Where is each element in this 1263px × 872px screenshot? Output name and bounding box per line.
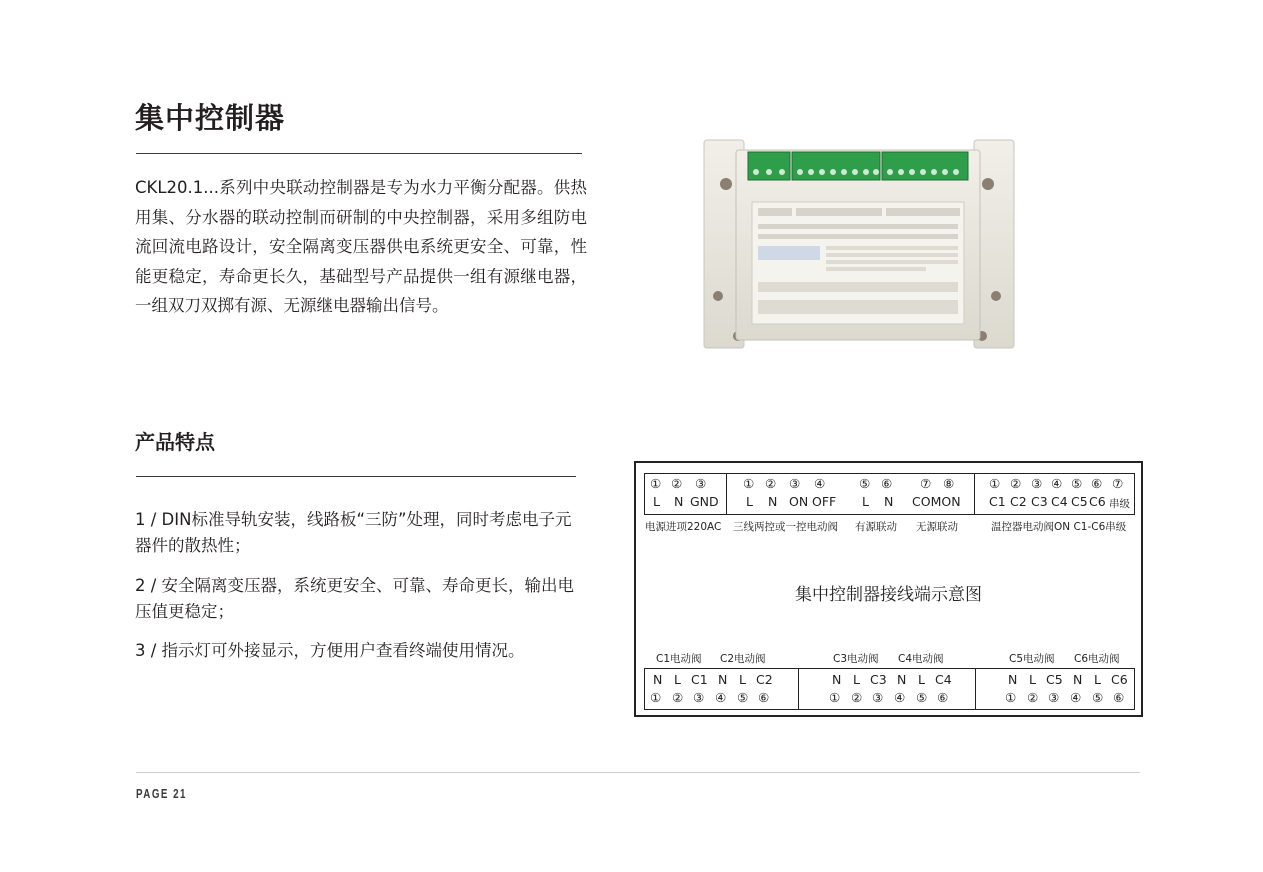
terminal-label: C4 — [1051, 494, 1068, 509]
feature-item: 2 / 安全隔离变压器，系统更安全、可靠、寿命更长，输出电压值更稳定； — [135, 576, 575, 621]
terminal-label: L — [653, 494, 660, 509]
terminal-label: L — [918, 672, 925, 687]
terminal-label: N — [884, 494, 894, 509]
terminal-label: 串级 — [1109, 498, 1130, 510]
title-divider — [136, 153, 582, 154]
caption-valve: C2电动阀 — [720, 653, 766, 665]
terminal-number: ⑦ — [1112, 476, 1124, 491]
terminal-label: C2 — [756, 672, 773, 687]
caption-valve-control: 三线两控或一控电动阀 — [733, 521, 838, 533]
terminal-number: ③ — [693, 690, 705, 705]
wiring-diagram — [634, 461, 1143, 717]
caption-power-input: 电源进项220AC — [645, 521, 722, 533]
terminal-number: ② — [671, 476, 683, 491]
terminal-label: N — [768, 494, 778, 509]
intro-paragraph: CKL20.1...系列中央联动控制器是专为水力平衡分配器。供热用集、分水器的联动控制而研制的中央控制器，采用多组防电流回流电路设计，安全隔离变压器供电系统更安全、可靠，性能更稳定，寿命更长久，基础型号产品提供一组有源继电器，一组双刀双掷有源、无源继电器输出信号。 — [135, 178, 587, 315]
terminal-number: ① — [1005, 690, 1017, 705]
terminal-label: C2 — [1010, 494, 1027, 509]
terminal-number: ② — [1027, 690, 1039, 705]
terminal-number: ⑥ — [881, 476, 893, 491]
terminal-label: C1 — [691, 672, 708, 687]
terminal-number: ⑥ — [758, 690, 770, 705]
terminal-number: ① — [989, 476, 1001, 491]
terminal-group-c1-c2 — [645, 669, 798, 709]
terminal-label: C3 — [1031, 494, 1048, 509]
caption-valve: C1电动阀 — [656, 653, 702, 665]
terminal-label: L — [1029, 672, 1036, 687]
terminal-number: ② — [851, 690, 863, 705]
terminal-label: C3 — [870, 672, 887, 687]
terminal-label: OFF — [812, 494, 837, 509]
terminal-label: ON — [789, 494, 809, 509]
terminal-label: C5 — [1071, 494, 1088, 509]
feature-item: 3 / 指示灯可外接显示，方便用户查看终端使用情况。 — [135, 641, 525, 660]
terminal-number: ④ — [1051, 476, 1063, 491]
page-number: PAGE 21 — [136, 786, 187, 801]
terminal-number: ③ — [789, 476, 801, 491]
terminal-number: ⑤ — [1071, 476, 1083, 491]
caption-valve: C4电动阀 — [898, 653, 944, 665]
terminal-label: COMON — [912, 494, 961, 509]
terminal-label: N — [653, 672, 663, 687]
terminal-group-valve-linkage — [726, 474, 975, 514]
caption-passive-linkage: 无源联动 — [916, 521, 958, 533]
terminal-label: N — [1008, 672, 1018, 687]
terminal-number: ① — [650, 476, 662, 491]
terminal-number: ⑤ — [737, 690, 749, 705]
terminal-label: N — [897, 672, 907, 687]
caption-valve: C6电动阀 — [1074, 653, 1120, 665]
terminal-label: L — [1094, 672, 1101, 687]
terminal-label: C1 — [989, 494, 1006, 509]
terminal-number: ③ — [1048, 690, 1060, 705]
terminal-label: L — [746, 494, 753, 509]
terminal-number: ⑥ — [1091, 476, 1103, 491]
terminal-label: C6 — [1111, 672, 1128, 687]
terminal-label: GND — [690, 494, 719, 509]
terminal-label: N — [674, 494, 684, 509]
terminal-number: ⑦ — [920, 476, 932, 491]
terminal-number: ④ — [894, 690, 906, 705]
page-title: 集中控制器 — [135, 101, 286, 135]
terminal-number: ⑤ — [1092, 690, 1104, 705]
terminal-number: ④ — [814, 476, 826, 491]
caption-active-linkage: 有源联动 — [855, 521, 897, 533]
terminal-number: ④ — [1070, 690, 1082, 705]
terminal-label: L — [739, 672, 746, 687]
terminal-number: ⑤ — [916, 690, 928, 705]
terminal-label: N — [1073, 672, 1083, 687]
terminal-label: C6 — [1089, 494, 1106, 509]
features-divider — [136, 476, 576, 477]
terminal-label: N — [832, 672, 842, 687]
terminal-number: ⑥ — [937, 690, 949, 705]
top-terminal-block — [644, 473, 1135, 515]
terminal-number: ⑥ — [1113, 690, 1125, 705]
bottom-terminal-block — [644, 668, 1135, 710]
terminal-label: L — [853, 672, 860, 687]
terminal-number: ⑤ — [859, 476, 871, 491]
terminal-number: ① — [743, 476, 755, 491]
feature-item: 1 / DIN标准导轨安装，线路板“三防”处理，同时考虑电子元器件的散热性； — [135, 510, 572, 555]
terminal-number: ② — [672, 690, 684, 705]
terminal-label: C4 — [935, 672, 952, 687]
terminal-number: ① — [650, 690, 662, 705]
terminal-number: ③ — [872, 690, 884, 705]
terminal-group-c5-c6 — [975, 669, 1135, 709]
terminal-number: ① — [829, 690, 841, 705]
terminal-number: ③ — [1031, 476, 1043, 491]
terminal-group-power — [645, 474, 726, 514]
terminal-group-c3-c4 — [798, 669, 976, 709]
footer-divider — [136, 772, 1140, 773]
terminal-label: N — [718, 672, 728, 687]
terminal-number: ③ — [695, 476, 707, 491]
terminal-number: ⑧ — [943, 476, 955, 491]
terminal-label: C5 — [1046, 672, 1063, 687]
terminal-label: L — [674, 672, 681, 687]
caption-valve: C5电动阀 — [1009, 653, 1055, 665]
terminal-label: L — [862, 494, 869, 509]
terminal-number: ④ — [715, 690, 727, 705]
diagram-title: 集中控制器接线端示意图 — [795, 585, 982, 605]
features-heading: 产品特点 — [135, 430, 215, 454]
terminal-number: ② — [1010, 476, 1022, 491]
caption-thermostat: 温控器电动阀ON C1-C6串级 — [991, 521, 1127, 533]
controller-product-photo — [700, 138, 1018, 350]
terminal-group-thermostat — [974, 474, 1135, 514]
terminal-number: ② — [765, 476, 777, 491]
caption-valve: C3电动阀 — [833, 653, 879, 665]
